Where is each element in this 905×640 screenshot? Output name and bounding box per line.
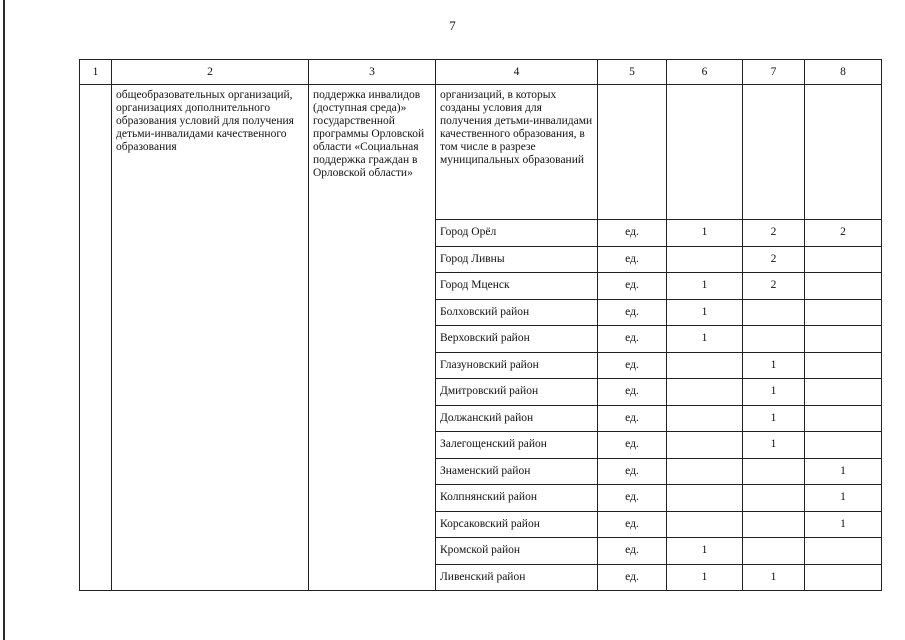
value-col7: 1 xyxy=(743,432,805,459)
value-col6 xyxy=(667,511,743,538)
value-col6 xyxy=(667,432,743,459)
municipality-name: Кромской район xyxy=(436,538,598,565)
value-col7: 2 xyxy=(743,273,805,300)
municipality-name: Колпнянский район xyxy=(436,485,598,512)
value-col8 xyxy=(805,299,882,326)
unit-cell: ед. xyxy=(598,405,667,432)
municipality-name: Город Орёл xyxy=(436,220,598,247)
page-margin-line xyxy=(3,0,5,640)
value-col6: 1 xyxy=(667,299,743,326)
empty-cell xyxy=(805,85,882,220)
value-col8 xyxy=(805,246,882,273)
municipality-name: Знаменский район xyxy=(436,458,598,485)
header-row xyxy=(80,60,882,85)
unit-cell: ед. xyxy=(598,511,667,538)
value-col8: 1 xyxy=(805,458,882,485)
header-cell: 2 xyxy=(112,60,309,85)
municipality-name: Ливенский район xyxy=(436,564,598,591)
header-cell: 7 xyxy=(743,60,805,85)
value-col8: 1 xyxy=(805,511,882,538)
description-row xyxy=(80,85,882,220)
indicator-table xyxy=(79,59,882,591)
value-col7 xyxy=(743,485,805,512)
value-col7 xyxy=(743,458,805,485)
value-col6: 1 xyxy=(667,220,743,247)
value-col7 xyxy=(743,538,805,565)
value-col8 xyxy=(805,405,882,432)
value-col8 xyxy=(805,538,882,565)
municipality-name: Корсаковский район xyxy=(436,511,598,538)
municipality-name: Залегощенский район xyxy=(436,432,598,459)
unit-cell: ед. xyxy=(598,326,667,353)
value-col7 xyxy=(743,299,805,326)
value-col6 xyxy=(667,352,743,379)
header-cell: 8 xyxy=(805,60,882,85)
unit-cell: ед. xyxy=(598,273,667,300)
empty-cell xyxy=(743,85,805,220)
municipality-name: Болховский район xyxy=(436,299,598,326)
value-col8 xyxy=(805,379,882,406)
value-col8: 1 xyxy=(805,485,882,512)
unit-cell: ед. xyxy=(598,246,667,273)
value-col6: 1 xyxy=(667,326,743,353)
municipality-name: Город Ливны xyxy=(436,246,598,273)
header-cell: 1 xyxy=(80,60,112,85)
unit-cell: ед. xyxy=(598,538,667,565)
value-col8 xyxy=(805,352,882,379)
value-col7: 2 xyxy=(743,220,805,247)
value-col6: 1 xyxy=(667,564,743,591)
value-col7: 1 xyxy=(743,564,805,591)
col1-cell xyxy=(80,85,112,591)
page-number: 7 xyxy=(449,18,456,33)
value-col6 xyxy=(667,458,743,485)
municipality-name: Город Мценск xyxy=(436,273,598,300)
unit-cell: ед. xyxy=(598,564,667,591)
unit-cell: ед. xyxy=(598,432,667,459)
value-col6 xyxy=(667,246,743,273)
unit-cell: ед. xyxy=(598,220,667,247)
value-col6 xyxy=(667,379,743,406)
value-col7: 1 xyxy=(743,405,805,432)
value-col6 xyxy=(667,485,743,512)
municipality-name: Дмитровский район xyxy=(436,379,598,406)
value-col7: 1 xyxy=(743,379,805,406)
unit-cell: ед. xyxy=(598,299,667,326)
value-col6 xyxy=(667,405,743,432)
value-col8 xyxy=(805,326,882,353)
municipality-name: Верховский район xyxy=(436,326,598,353)
col3-program: поддержка инвалидов (доступная среда)» государственной программы Орловской области «Социальная поддержка граждан в Орловской области» xyxy=(309,85,436,591)
col2-description: общеобразовательных организаций, организациях дополнительного образования условий для получения детьми-инвалидами качественного образования xyxy=(112,85,309,591)
unit-cell: ед. xyxy=(598,458,667,485)
value-col8 xyxy=(805,432,882,459)
value-col7: 1 xyxy=(743,352,805,379)
unit-cell: ед. xyxy=(598,379,667,406)
header-cell: 6 xyxy=(667,60,743,85)
header-cell: 3 xyxy=(309,60,436,85)
header-cell: 4 xyxy=(436,60,598,85)
municipality-name: Глазуновский район xyxy=(436,352,598,379)
value-col7 xyxy=(743,511,805,538)
header-cell: 5 xyxy=(598,60,667,85)
value-col8: 2 xyxy=(805,220,882,247)
value-col8 xyxy=(805,564,882,591)
unit-cell: ед. xyxy=(598,352,667,379)
empty-cell xyxy=(667,85,743,220)
unit-cell: ед. xyxy=(598,485,667,512)
empty-cell xyxy=(598,85,667,220)
value-col8 xyxy=(805,273,882,300)
value-col7: 2 xyxy=(743,246,805,273)
value-col6: 1 xyxy=(667,538,743,565)
value-col6: 1 xyxy=(667,273,743,300)
value-col7 xyxy=(743,326,805,353)
col4-indicator: организаций, в которых созданы условия для получения детьми-инвалидами качественного образования, в том числе в разрезе муниципальных образований xyxy=(436,85,598,220)
municipality-name: Должанский район xyxy=(436,405,598,432)
